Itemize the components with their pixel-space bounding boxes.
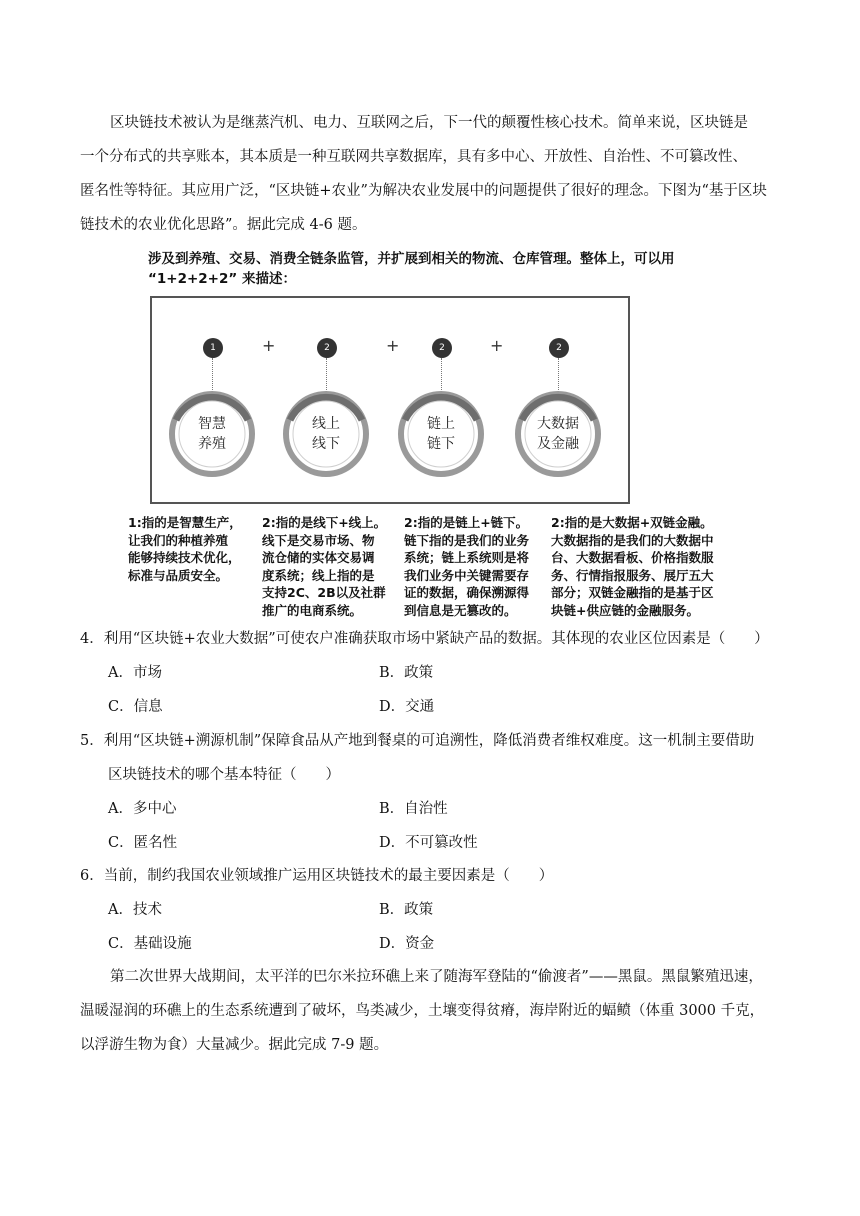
intro-line: 链技术的农业优化思路”。据此完成 4-6 题。 bbox=[80, 217, 367, 233]
note-line: 链下指的是我们的业务 bbox=[404, 532, 530, 548]
note-line: 到信息是无篡改的。 bbox=[404, 602, 517, 618]
intro-line: 一个分布式的共享账本，其本质是一种互联网共享数据库，具有多中心、开放性、自治性、不可篡改性、 bbox=[80, 149, 747, 165]
figure-note-online-offline bbox=[262, 514, 402, 619]
option-a: A．多中心 bbox=[108, 801, 177, 817]
note-line: 证的数据，确保溯源得 bbox=[404, 585, 530, 600]
question-stem: 6．当前，制约我国农业领域推广运用区块链技术的最主要因素是（ ） bbox=[80, 868, 554, 884]
note-line: 线下是交易市场、物 bbox=[262, 532, 375, 548]
connector-line bbox=[326, 358, 327, 392]
node-label: 链上 链下 bbox=[427, 416, 455, 452]
note-line: 能够持续技术优化， bbox=[128, 550, 241, 565]
note-line: 2:指的是大数据+双链金融。 bbox=[551, 515, 713, 530]
node-number: 1 bbox=[203, 338, 223, 358]
node-online-offline bbox=[282, 390, 370, 478]
question-stem: 5．利用“区块链+溯源机制”保障食品从产地到餐桌的可追溯性，降低消费者维权难度。这一机制主要借助 bbox=[80, 733, 755, 749]
node-label: 线上 线下 bbox=[312, 416, 340, 452]
option-c: C．信息 bbox=[108, 699, 163, 715]
note-line: 推广的电商系统。 bbox=[262, 602, 363, 618]
connector-line bbox=[558, 358, 559, 392]
figure-caption-line: “1+2+2+2” 来描述： bbox=[148, 271, 296, 287]
figure-note-bigdata-finance bbox=[551, 514, 737, 619]
node-onchain-offchain bbox=[397, 390, 485, 478]
note-line: 块链+供应链的金融服务。 bbox=[551, 602, 699, 618]
question-stem-cont: 区块链技术的哪个基本特征（ ） bbox=[108, 767, 340, 783]
note-line: 支持2C、2B以及社群 bbox=[262, 585, 386, 600]
note-line: 大数据指的是我们的大数据中 bbox=[551, 532, 714, 548]
option-d: D．交通 bbox=[379, 699, 435, 715]
node-label: 智慧 养殖 bbox=[198, 416, 226, 452]
note-line: 务、行情指报服务、展厅五大 bbox=[551, 567, 714, 583]
note-line: 标准与品质安全。 bbox=[128, 567, 229, 583]
note-line: 部分；双链金融指的是基于区 bbox=[551, 585, 714, 600]
intro-line: 以浮游生物为食）大量减少。据此完成 7-9 题。 bbox=[80, 1037, 389, 1053]
note-line: 让我们的种植养殖 bbox=[128, 532, 229, 548]
option-b: B．政策 bbox=[379, 902, 434, 918]
plus-sign: + bbox=[490, 336, 504, 355]
plus-sign: + bbox=[386, 336, 400, 355]
node-label: 大数据 及金融 bbox=[537, 416, 579, 452]
node-number: 2 bbox=[549, 338, 569, 358]
note-line: 流仓储的实体交易调 bbox=[262, 550, 375, 565]
plus-sign: + bbox=[262, 336, 276, 355]
figure-note-smart-farming bbox=[128, 514, 263, 584]
option-b: B．自治性 bbox=[379, 801, 448, 817]
note-line: 2:指的是线下+线上。 bbox=[262, 515, 387, 530]
option-d: D．不可篡改性 bbox=[379, 835, 478, 851]
option-d: D．资金 bbox=[379, 936, 435, 952]
connector-line bbox=[441, 358, 442, 392]
option-c: C．基础设施 bbox=[108, 936, 192, 952]
intro-line: 区块链技术被认为是继蒸汽机、电力、互联网之后，下一代的颠覆性核心技术。简单来说，区块链是 bbox=[110, 115, 748, 131]
note-line: 2:指的是链上+链下。 bbox=[404, 515, 529, 530]
intro-line: 第二次世界大战期间，太平洋的巴尔米拉环礁上来了随海军登陆的“偷渡者”——黑鼠。黑鼠繁殖迅速， bbox=[110, 969, 763, 985]
intro-line: 匿名性等特征。其应用广泛，“区块链+农业”为解决农业发展中的问题提供了很好的理念。下图为“基于区块 bbox=[80, 183, 767, 199]
node-bigdata-finance bbox=[514, 390, 602, 478]
option-b: B．政策 bbox=[379, 665, 434, 681]
node-smart-farming bbox=[168, 390, 256, 478]
note-line: 度系统；线上指的是 bbox=[262, 567, 375, 583]
option-c: C．匿名性 bbox=[108, 835, 178, 851]
node-number: 2 bbox=[317, 338, 337, 358]
note-line: 1:指的是智慧生产， bbox=[128, 515, 242, 530]
connector-line bbox=[212, 358, 213, 392]
option-a: A．技术 bbox=[108, 902, 162, 918]
figure-caption-line: 涉及到养殖、交易、消费全链条监管，并扩展到相关的物流、仓库管理。整体上，可以用 bbox=[148, 251, 675, 267]
figure-note-onchain-offchain bbox=[404, 514, 550, 619]
note-line: 我们业务中关键需要存 bbox=[404, 567, 530, 583]
intro-line: 温暖湿润的环礁上的生态系统遭到了破坏，鸟类减少，土壤变得贫瘠，海岸附近的蝠鲼（体重 3000 千克， bbox=[80, 1003, 765, 1019]
option-a: A．市场 bbox=[108, 665, 162, 681]
note-line: 系统；链上系统则是将 bbox=[404, 550, 530, 565]
node-number: 2 bbox=[432, 338, 452, 358]
note-line: 台、大数据看板、价格指数服 bbox=[551, 550, 714, 565]
question-stem: 4．利用“区块链+农业大数据”可使农户准确获取市场中紧缺产品的数据。其体现的农业区位因素是（ ） bbox=[80, 631, 769, 647]
